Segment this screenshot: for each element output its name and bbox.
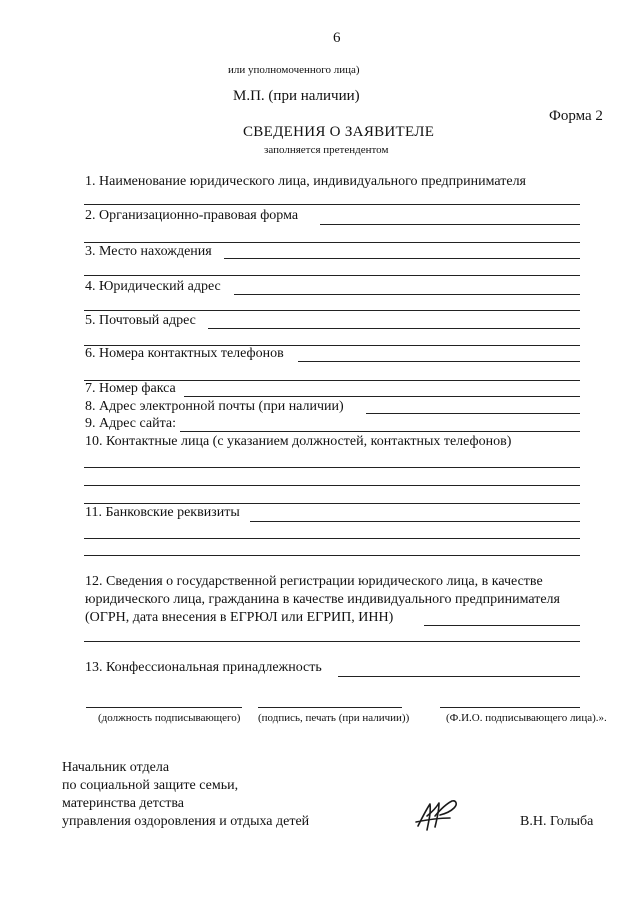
field-11-line[interactable]: [250, 521, 580, 522]
field-13-line[interactable]: [338, 676, 580, 677]
field-6-label: 6. Номера контактных телефонов: [85, 346, 284, 361]
field-8-label: 8. Адрес электронной почты (при наличии): [85, 399, 344, 414]
field-7-label: 7. Номер факса: [85, 381, 176, 396]
field-11-line-2[interactable]: [84, 538, 580, 539]
field-12-label-line3: (ОГРН, дата внесения в ЕГРЮЛ или ЕГРИП, ИНН): [85, 610, 394, 625]
field-13-label: 13. Конфессиональная принадлежность: [85, 660, 322, 675]
field-5-line[interactable]: [208, 328, 580, 329]
field-1-line[interactable]: [84, 204, 580, 205]
field-11-label: 11. Банковские реквизиты: [85, 505, 240, 520]
footer-line-4: управления оздоровления и отдыха детей: [62, 814, 310, 829]
page-title: СВЕДЕНИЯ О ЗАЯВИТЕЛЕ: [243, 124, 435, 140]
name-line[interactable]: [440, 707, 580, 708]
field-9-label: 9. Адрес сайта:: [85, 416, 176, 431]
field-12-label-line1: 12. Сведения о государственной регистрации юридического лица, в качестве: [85, 574, 543, 589]
field-12-line[interactable]: [424, 625, 580, 626]
field-9-line[interactable]: [180, 431, 580, 432]
field-3-line-2[interactable]: [84, 275, 580, 276]
field-8-line[interactable]: [366, 413, 580, 414]
seal-caption: или уполномоченного лица): [228, 64, 360, 76]
field-4-label: 4. Юридический адрес: [85, 279, 221, 294]
field-10-line-3[interactable]: [84, 503, 580, 504]
field-2-line[interactable]: [320, 224, 580, 225]
field-3-line[interactable]: [224, 258, 580, 259]
field-7-line[interactable]: [184, 396, 580, 397]
footer-line-2: по социальной защите семьи,: [62, 778, 239, 793]
footer-line-3: материнства детства: [62, 796, 185, 811]
field-10-line-2[interactable]: [84, 485, 580, 486]
field-12-line-2[interactable]: [84, 641, 580, 642]
signer-name: В.Н. Голыба: [520, 814, 594, 829]
field-10-line-1[interactable]: [84, 467, 580, 468]
page-subtitle: заполняется претендентом: [264, 144, 389, 156]
position-caption: (должность подписывающего): [98, 712, 241, 724]
field-4-line-2[interactable]: [84, 310, 580, 311]
name-caption: (Ф.И.О. подписывающего лица).».: [446, 712, 607, 724]
field-1-label: 1. Наименование юридического лица, индивидуального предпринимателя: [85, 174, 526, 189]
handwritten-signature: [412, 796, 466, 836]
footer-line-1: Начальник отдела: [62, 760, 170, 775]
field-3-label: 3. Место нахождения: [85, 244, 212, 259]
stamp-label: М.П. (при наличии): [233, 88, 360, 104]
field-2-label: 2. Организационно-правовая форма: [85, 208, 299, 223]
field-2-line-2[interactable]: [84, 242, 580, 243]
signature-caption: (подпись, печать (при наличии)): [258, 712, 410, 724]
field-10-label: 10. Контактные лица (с указанием должностей, контактных телефонов): [85, 434, 512, 449]
field-11-line-3[interactable]: [84, 555, 580, 556]
position-line[interactable]: [86, 707, 242, 708]
page-number: 6: [333, 30, 341, 46]
field-5-label: 5. Почтовый адрес: [85, 313, 196, 328]
field-4-line[interactable]: [234, 294, 580, 295]
field-6-line[interactable]: [298, 361, 580, 362]
field-12-label-line2: юридического лица, гражданина в качестве индивидуального предпринимателя: [85, 592, 560, 607]
form-label: Форма 2: [549, 108, 603, 124]
signature-line[interactable]: [258, 707, 402, 708]
